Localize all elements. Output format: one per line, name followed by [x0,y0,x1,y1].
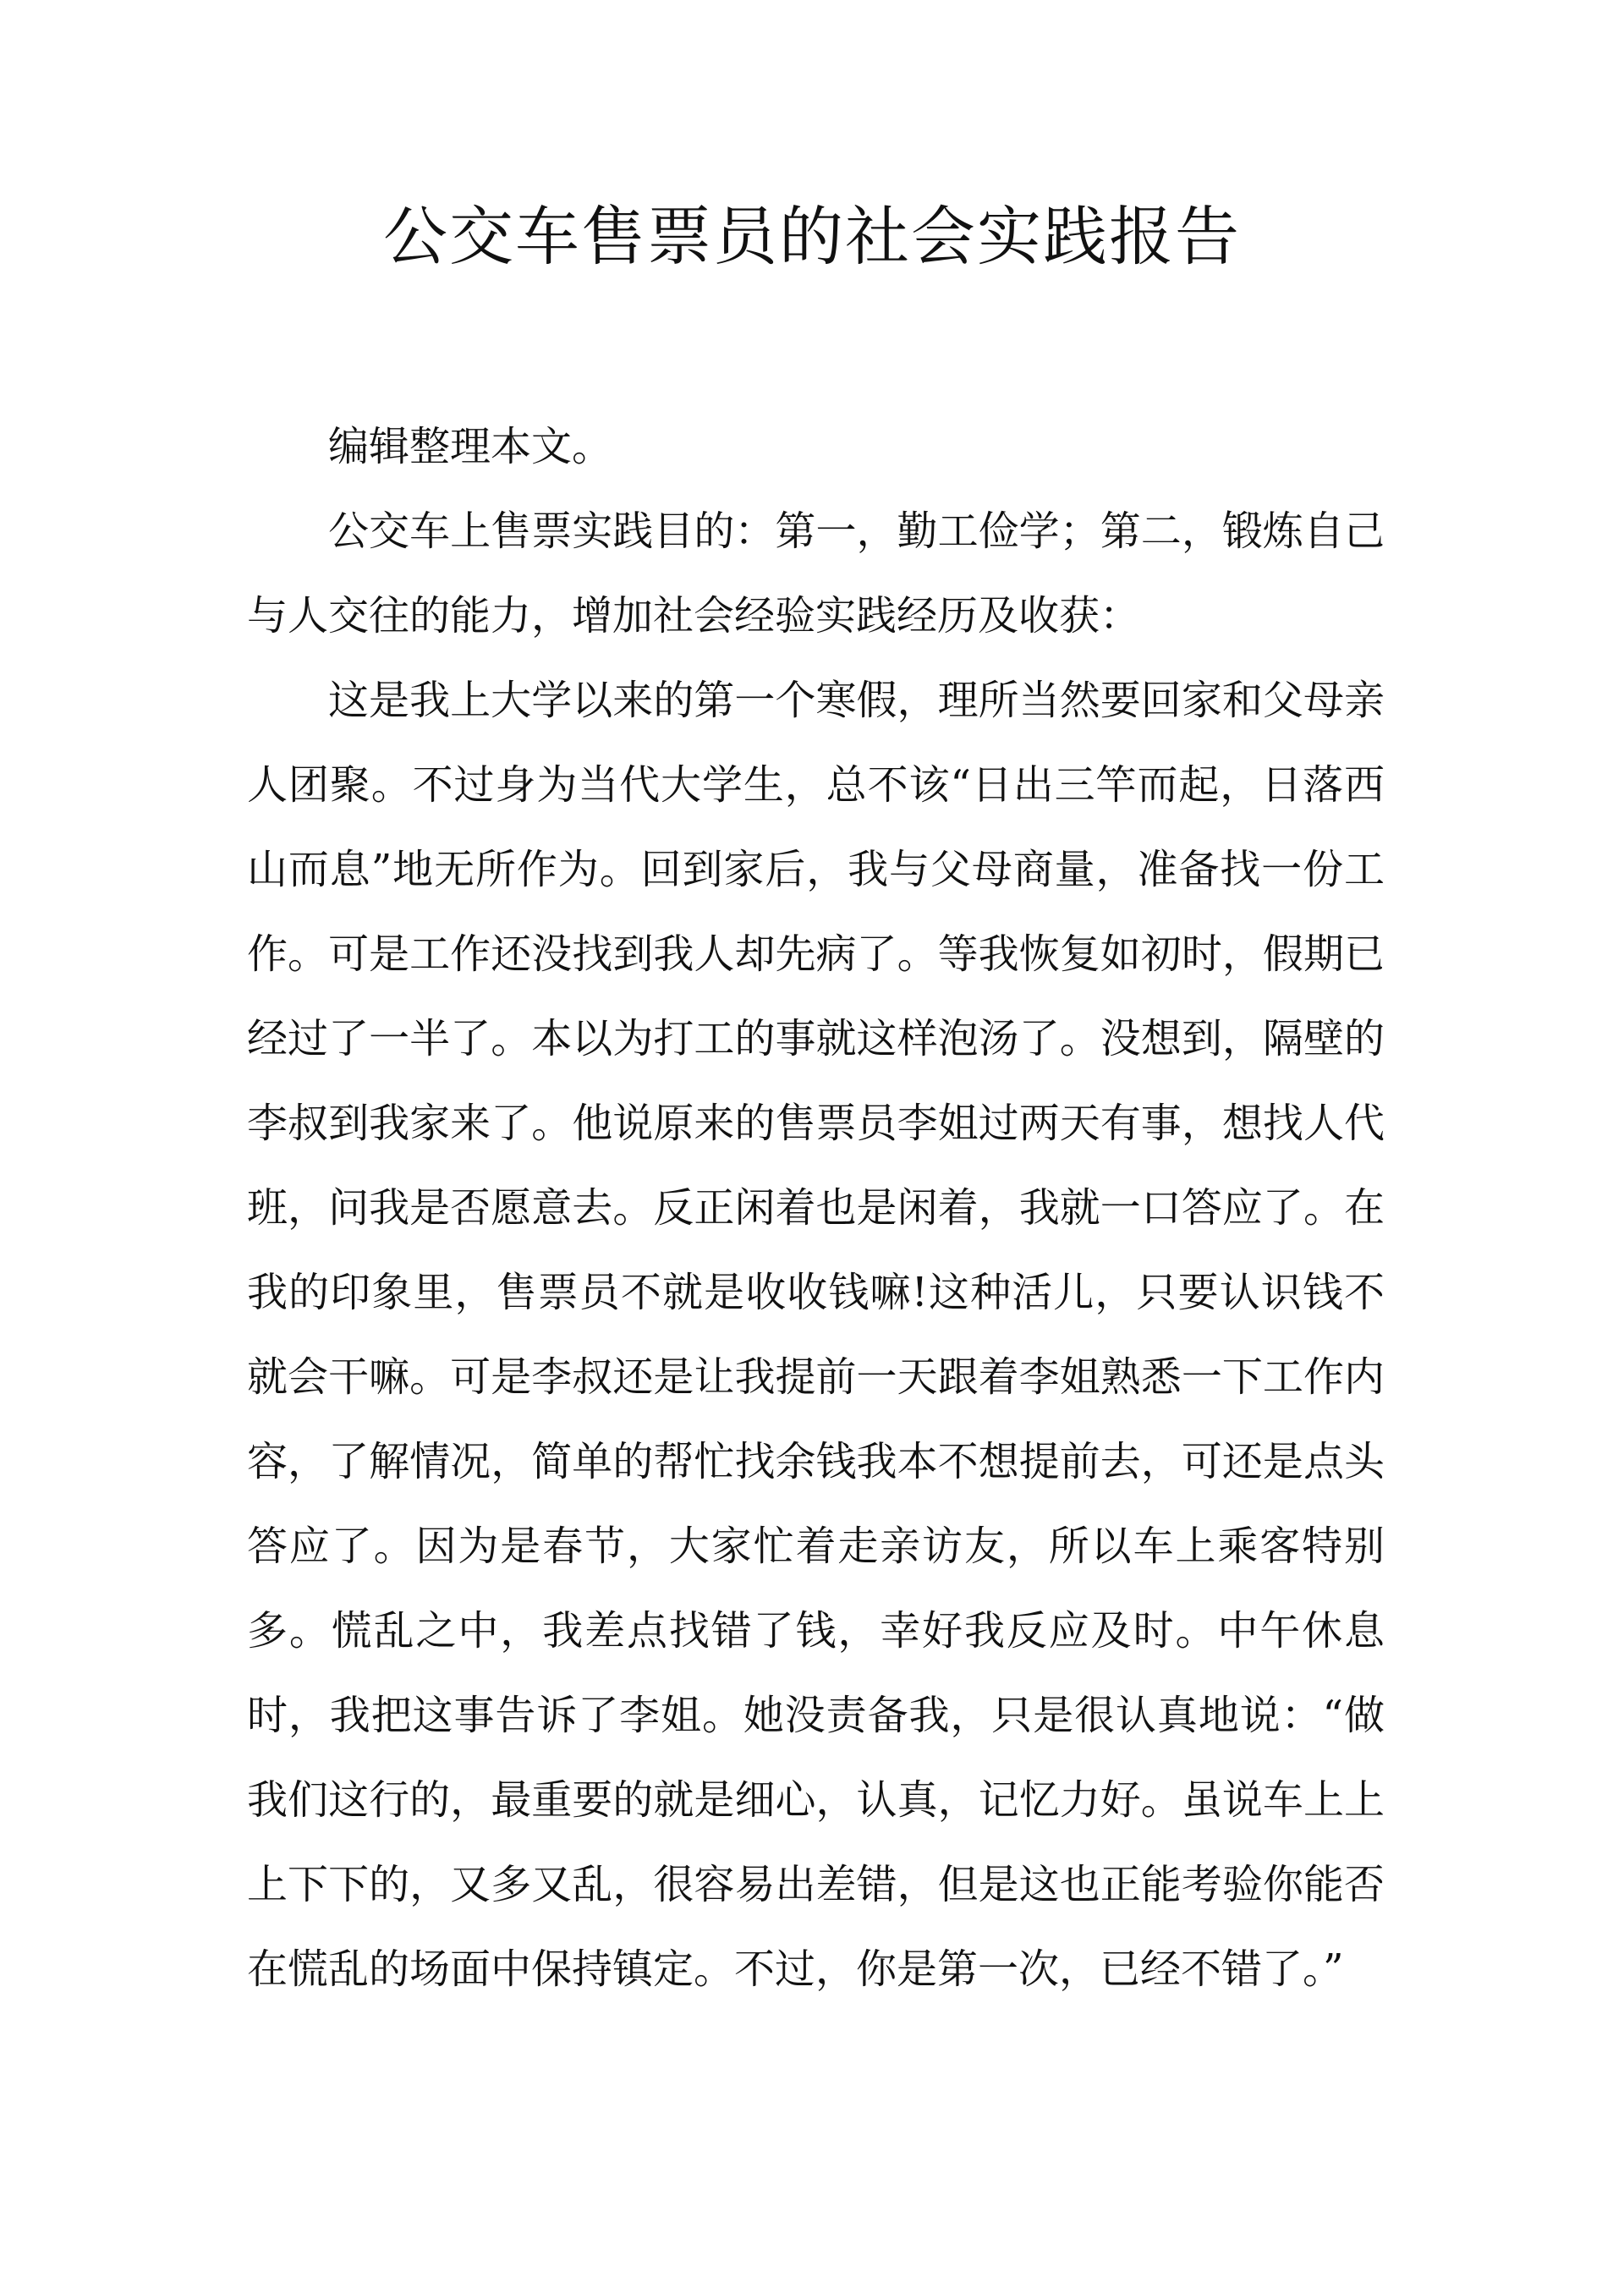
paragraph-purpose: 公交车上售票实践目的：第一，勤工俭学；第二，锻炼自己与人交往的能力，增加社会经验实践经历及收获： [247,508,1385,639]
document-title: 公交车售票员的社会实践报告 [383,199,1241,274]
document-body [247,404,1385,2011]
paragraph-editor-note: 编辑整理本文。 [328,423,613,470]
paragraph-story: 这是我上大学以来的第一个寒假，理所当然要回家和父母亲人团聚。不过身为当代大学生，总不该“日出三竿而起，日落西山而息”地无所作为。回到家后，我与父母商量，准备找一份工作。可是工作还没找到我人却先病了。等我恢复如初时，假期已经过了一半了。本以为打工的事就这样泡汤了。没想到，隔壁的李叔到我家来了。他说原来的售票员李姐过两天有事，想找人代班，问我是否愿意去。反正闲着也是闲着，我就一口答应了。在我的印象里，售票员不就是收收钱嘛!这种活儿，只要认识钱不就会干嘛。可是李叔还是让我提前一天跟着李姐熟悉一下工作内容，了解情况，简单的帮忙找余钱我本不想提前去，可还是点头答应了。因为是春节，大家忙着走亲访友，所以车上乘客特别多。慌乱之中，我差点找错了钱，幸好我反应及时。中午休息时，我把这事告诉了李姐。她没责备我，只是很认真地说：“做我们这行的，最重要的就是细心，认真，记忆力好。虽说车上上上下下的，又多又乱，很容易出差错，但是这也正能考验你能否在慌乱的场面中保持镇定。不过，你是第一次，已经不错了。” [247,677,1385,1993]
